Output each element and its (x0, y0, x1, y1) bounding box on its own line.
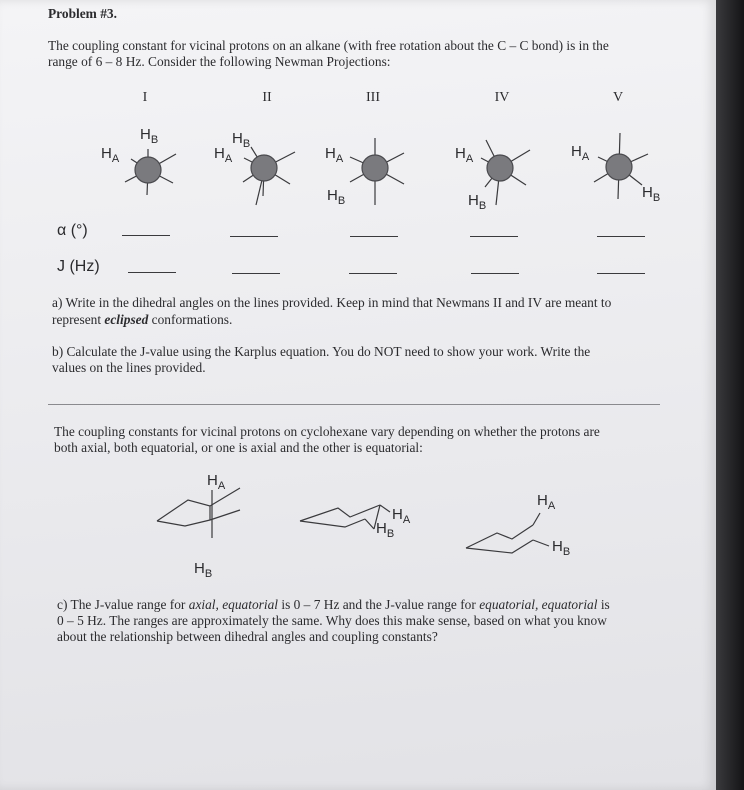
newman-2-ha: $H_A$ (214, 145, 233, 165)
alpha-blank-2[interactable] (230, 236, 278, 237)
newman-label-3: III (366, 90, 380, 105)
chair-1-hb: $H_B$ (194, 560, 213, 580)
section-divider (48, 404, 660, 405)
intro-line-2: range of 6 – 8 Hz. Consider the following Newman Projections: (48, 54, 391, 69)
newman-3-ha: $H_A$ (325, 145, 344, 165)
j-blank-3[interactable] (349, 273, 397, 274)
newman-projection-1 (125, 149, 176, 195)
part-a-line-2: represent eclipsed conformations. (52, 312, 233, 327)
j-blank-2[interactable] (232, 273, 280, 274)
part-c-line-1: c) The J-value range for axial, equatorial is 0 – 7 Hz and the J-value range for equatorial, equatorial is (57, 597, 610, 612)
newman-label-2: II (262, 90, 272, 105)
newman-projection-5 (594, 133, 648, 199)
chair-1-ha: $H_A$ (207, 472, 226, 492)
alpha-blank-5[interactable] (597, 236, 645, 237)
newman-5-ha: $H_A$ (571, 143, 590, 163)
newman-3-hb: $H_B$ (327, 187, 346, 207)
part-c-line-2: 0 – 5 Hz. The ranges are approximately the same. Why does this make sense, based on what you know (57, 613, 607, 628)
newman-label-1: I (142, 90, 148, 105)
newman-4-ha: $H_A$ (455, 145, 474, 165)
chair-2-hb: $H_B$ (376, 520, 395, 540)
intro-line-1: The coupling constant for vicinal protons on an alkane (with free rotation about the C – C bond) is in the (48, 38, 609, 53)
newman-label-4: IV (494, 90, 510, 105)
cyclohexane-chair-3 (466, 513, 549, 553)
cyclohexane-intro-line-1: The coupling constants for vicinal protons on cyclohexane vary depending on whether the protons are (54, 424, 600, 439)
newman-2-hb: $H_B$ (232, 130, 251, 150)
part-b-line-2: values on the lines provided. (52, 360, 206, 375)
newman-1-hb: $H_B$ (140, 126, 159, 146)
page-edge-shadow (716, 0, 744, 790)
part-b-line-1: b) Calculate the J-value using the Karplus equation. You do NOT need to show your work. Write the (52, 344, 591, 359)
newman-4-hb: $H_B$ (468, 192, 487, 212)
newman-5-hb: $H_B$ (642, 184, 661, 204)
alpha-blank-3[interactable] (350, 236, 398, 237)
alpha-blank-1[interactable] (122, 235, 170, 236)
alpha-row-label: α (°) (57, 222, 88, 239)
newman-projection-3 (350, 138, 404, 205)
j-row-label: J (Hz) (57, 258, 100, 275)
chair-2-ha: $H_A$ (392, 506, 411, 526)
newman-projection-2 (243, 147, 295, 205)
part-c-line-3: about the relationship between dihedral angles and coupling constants? (57, 629, 438, 644)
part-a-line-1: a) Write in the dihedral angles on the lines provided. Keep in mind that Newmans II and IV are meant to (52, 295, 612, 310)
cyclohexane-chair-1 (157, 488, 240, 538)
chair-3-hb: $H_B$ (552, 538, 571, 558)
problem-title: Problem #3. (48, 6, 117, 21)
cyclohexane-intro-line-2: both axial, both equatorial, or one is axial and the other is equatorial: (54, 440, 423, 455)
j-blank-5[interactable] (597, 273, 645, 274)
chair-3-ha: $H_A$ (537, 492, 556, 512)
j-blank-1[interactable] (128, 272, 176, 273)
newman-1-ha: $H_A$ (101, 145, 120, 165)
alpha-blank-4[interactable] (470, 236, 518, 237)
newman-projection-4 (481, 140, 530, 205)
newman-label-5: V (612, 90, 624, 105)
j-blank-4[interactable] (471, 273, 519, 274)
